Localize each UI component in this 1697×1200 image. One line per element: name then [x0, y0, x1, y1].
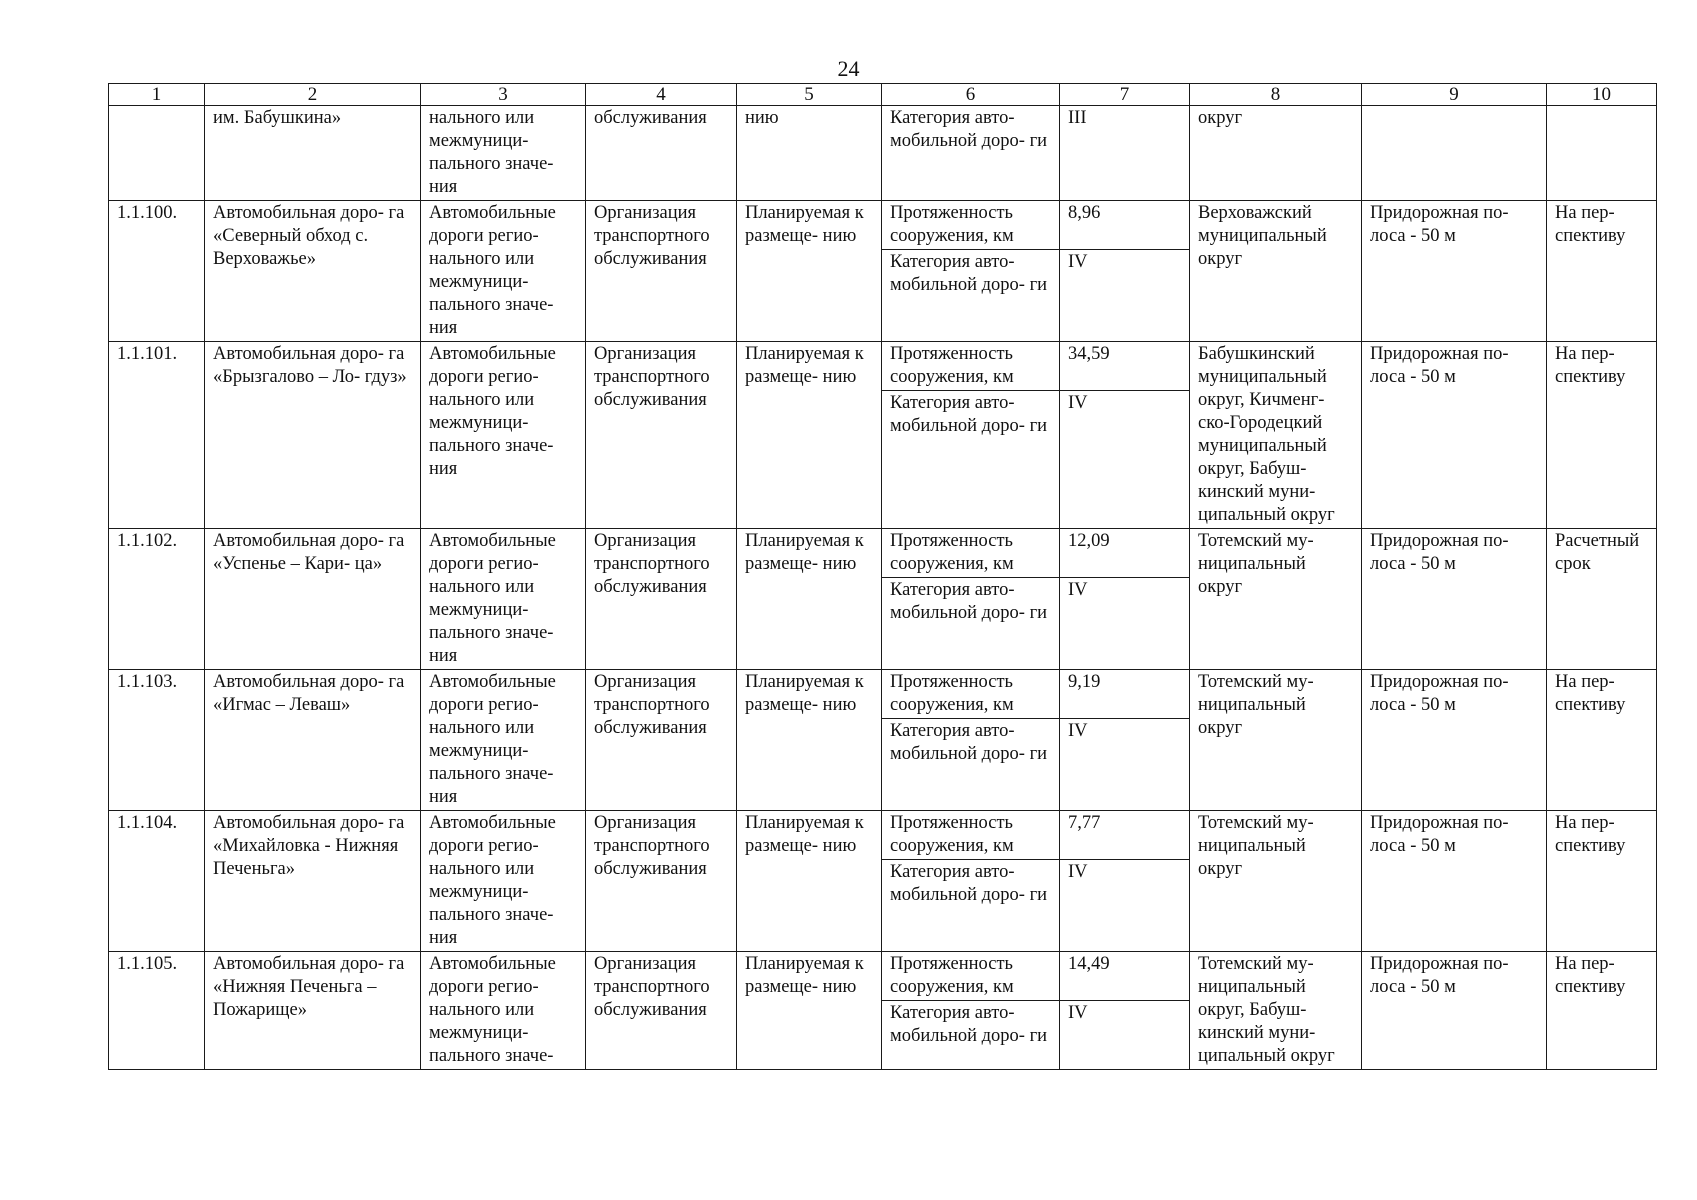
table-row	[109, 342, 1657, 391]
page-number: 24	[837, 56, 860, 81]
cell-value-category: IV	[1060, 391, 1190, 529]
cell-value-category: IV	[1060, 250, 1190, 342]
column-header-9: 9	[1362, 84, 1547, 106]
road-objects-table	[108, 83, 1657, 1070]
table-row	[109, 201, 1657, 250]
cell-location: Тотемский му- ниципальный округ	[1190, 811, 1362, 952]
cell-term: На пер- спективу	[1547, 811, 1657, 952]
cell-purpose: Организация транспортного обслуживания	[586, 952, 737, 1070]
cell-id: 1.1.103.	[109, 670, 205, 811]
cell-value-category: IV	[1060, 1001, 1190, 1070]
cell-location: Верховажский муниципальный округ	[1190, 201, 1362, 342]
table-row	[109, 529, 1657, 578]
cell-term	[1547, 106, 1657, 201]
cell-parameter-category: Категория авто- мобильной доро- ги	[882, 578, 1060, 670]
cell-parameter-length: Протяженность сооружения, км	[882, 952, 1060, 1001]
cell-value-length: 12,09	[1060, 529, 1190, 578]
cell-term: На пер- спективу	[1547, 342, 1657, 529]
column-header-3: 3	[421, 84, 586, 106]
cell-type: Автомобильные дороги регио- нального или межмуници- пального значе-	[421, 952, 586, 1070]
cell-parameter-category: Категория авто- мобильной доро- ги	[882, 1001, 1060, 1070]
cell-purpose: Организация транспортного обслуживания	[586, 670, 737, 811]
cell-id	[109, 106, 205, 201]
cell-purpose: Организация транспортного обслуживания	[586, 342, 737, 529]
cell-value-category: IV	[1060, 578, 1190, 670]
column-header-6: 6	[882, 84, 1060, 106]
cell-id: 1.1.100.	[109, 201, 205, 342]
cell-location: Тотемский му- ниципальный округ	[1190, 670, 1362, 811]
cell-value-length: 14,49	[1060, 952, 1190, 1001]
cell-location: Бабушкинский муниципальный округ, Кичменг- ско-Городецкий муниципальный округ, Бабуш- кинский муни- ципальный округ	[1190, 342, 1362, 529]
column-header-5: 5	[737, 84, 882, 106]
cell-term: На пер- спективу	[1547, 670, 1657, 811]
cell-value-category: IV	[1060, 860, 1190, 952]
column-header-1: 1	[109, 84, 205, 106]
column-header-4: 4	[586, 84, 737, 106]
cell-zone	[1362, 106, 1547, 201]
cell-name: Автомобильная доро- га «Северный обход с. Верховажье»	[205, 201, 421, 342]
cell-status: Планируемая к размеще- нию	[737, 811, 882, 952]
cell-parameter-category: Категория авто- мобильной доро- ги	[882, 391, 1060, 529]
column-header-8: 8	[1190, 84, 1362, 106]
cell-status: нию	[737, 106, 882, 201]
cell-value-length: 9,19	[1060, 670, 1190, 719]
cell-term: На пер- спективу	[1547, 952, 1657, 1070]
cell-value-length: 7,77	[1060, 811, 1190, 860]
cell-status: Планируемая к размеще- нию	[737, 952, 882, 1070]
cell-status: Планируемая к размеще- нию	[737, 670, 882, 811]
table-row-continuation	[109, 106, 1657, 201]
cell-location: Тотемский му- ниципальный округ	[1190, 529, 1362, 670]
cell-type: Автомобильные дороги регио- нального или межмуници- пального значе- ния	[421, 342, 586, 529]
cell-name: Автомобильная доро- га «Михайловка - Нижняя Печеньга»	[205, 811, 421, 952]
cell-purpose: Организация транспортного обслуживания	[586, 529, 737, 670]
cell-parameter-length: Протяженность сооружения, км	[882, 529, 1060, 578]
cell-name: Автомобильная доро- га «Нижняя Печеньга – Пожарище»	[205, 952, 421, 1070]
cell-location: Тотемский му- ниципальный округ, Бабуш- кинский муни- ципальный округ	[1190, 952, 1362, 1070]
cell-status: Планируемая к размеще- нию	[737, 529, 882, 670]
cell-purpose: обслуживания	[586, 106, 737, 201]
cell-zone: Придорожная по- лоса - 50 м	[1362, 670, 1547, 811]
cell-parameter-length: Протяженность сооружения, км	[882, 342, 1060, 391]
cell-purpose: Организация транспортного обслуживания	[586, 201, 737, 342]
cell-location: округ	[1190, 106, 1362, 201]
cell-type: Автомобильные дороги регио- нального или межмуници- пального значе- ния	[421, 201, 586, 342]
cell-value-length: 34,59	[1060, 342, 1190, 391]
cell-zone: Придорожная по- лоса - 50 м	[1362, 811, 1547, 952]
cell-parameter-length: Протяженность сооружения, км	[882, 670, 1060, 719]
cell-purpose: Организация транспортного обслуживания	[586, 811, 737, 952]
cell-parameter-category: Категория авто- мобильной доро- ги	[882, 719, 1060, 811]
cell-id: 1.1.105.	[109, 952, 205, 1070]
cell-parameter-category: Категория авто- мобильной доро- ги	[882, 250, 1060, 342]
column-header-7: 7	[1060, 84, 1190, 106]
cell-value-category: IV	[1060, 719, 1190, 811]
cell-parameter-length: Протяженность сооружения, км	[882, 811, 1060, 860]
cell-value: III	[1060, 106, 1190, 201]
cell-zone: Придорожная по- лоса - 50 м	[1362, 529, 1547, 670]
cell-value-length: 8,96	[1060, 201, 1190, 250]
cell-status: Планируемая к размеще- нию	[737, 342, 882, 529]
cell-parameter: Категория авто- мобильной доро- ги	[882, 106, 1060, 201]
cell-term: Расчетный срок	[1547, 529, 1657, 670]
cell-parameter-length: Протяженность сооружения, км	[882, 201, 1060, 250]
cell-id: 1.1.101.	[109, 342, 205, 529]
cell-name: Автомобильная доро- га «Успенье – Кари- ца»	[205, 529, 421, 670]
cell-name: Автомобильная доро- га «Брызгалово – Ло- гдуз»	[205, 342, 421, 529]
table-row	[109, 952, 1657, 1001]
cell-name: Автомобильная доро- га «Игмас – Леваш»	[205, 670, 421, 811]
cell-type: Автомобильные дороги регио- нального или межмуници- пального значе- ния	[421, 529, 586, 670]
cell-zone: Придорожная по- лоса - 50 м	[1362, 342, 1547, 529]
table-row	[109, 670, 1657, 719]
header-row	[109, 84, 1657, 106]
cell-term: На пер- спективу	[1547, 201, 1657, 342]
cell-zone: Придорожная по- лоса - 50 м	[1362, 201, 1547, 342]
cell-id: 1.1.104.	[109, 811, 205, 952]
cell-zone: Придорожная по- лоса - 50 м	[1362, 952, 1547, 1070]
cell-type: Автомобильные дороги регио- нального или межмуници- пального значе- ния	[421, 811, 586, 952]
cell-parameter-category: Категория авто- мобильной доро- ги	[882, 860, 1060, 952]
column-header-2: 2	[205, 84, 421, 106]
cell-type: Автомобильные дороги регио- нального или межмуници- пального значе- ния	[421, 670, 586, 811]
cell-type: нального или межмуници- пального значе- ния	[421, 106, 586, 201]
cell-id: 1.1.102.	[109, 529, 205, 670]
cell-name: им. Бабушкина»	[205, 106, 421, 201]
table-row	[109, 811, 1657, 860]
cell-status: Планируемая к размеще- нию	[737, 201, 882, 342]
column-header-10: 10	[1547, 84, 1657, 106]
